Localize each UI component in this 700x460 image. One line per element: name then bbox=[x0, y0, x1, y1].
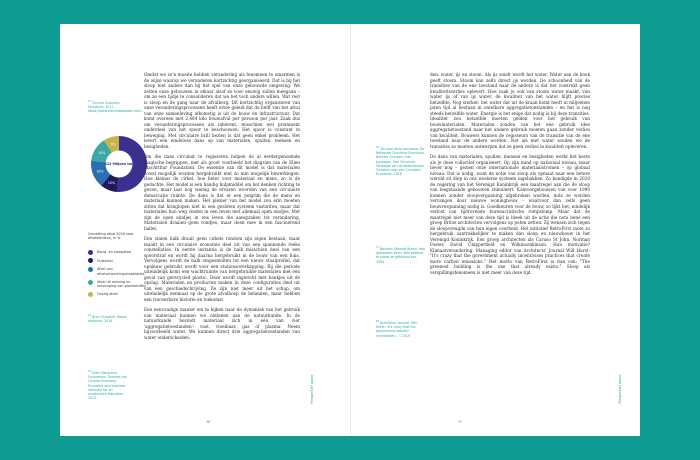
body-paragraph: Een stalen balk draait geen cirkels rondom zijn eigen bestaan, maar maakt in een circulaire economie deel uit van een spannende reeks constellaties. In eerste instantie is de balk misschien deel van een spoorstraf en wordt hij daarna hergebruikt in de bouw van een huis. Vervolgens wordt de balk omgesmolten tot een nieuw staalprofiel, dat opnieuw gebruikt wordt voor een stationsoverkapping. Bij die periode uiteindelijk komt een wachtruimte van hergebruikte materialen met een geval van gerecycled plastic. Deze wordt ingericht met bankjes uit de opslag. Materialen en producten maken in deze configuraties deel uit van een geschiedschrijving. Ze zijn niet meer uit het schap, om uiteindelijk eenmaal op de grote afvalhoop de belanden, maar hebben een traceerbare historie en toekomst. bbox=[144, 236, 300, 302]
legend-swatch bbox=[88, 292, 93, 297]
side-note-15: $^{15}$ Ellen MacArthur Foundation, Towards the Circular Economy. Economic and business rationale for an accelerated transition, 2013 bbox=[88, 370, 127, 401]
book-spread bbox=[60, 24, 640, 436]
legend-label: Afval uit winning en ontvanging van grondstoffen bbox=[97, 279, 147, 289]
legend-label: Overig afval bbox=[97, 292, 118, 297]
legend-label: Bouw- en sloopafval bbox=[97, 250, 132, 254]
donut-chart bbox=[89, 134, 149, 194]
left-body-text bbox=[144, 72, 300, 340]
legend-swatch bbox=[88, 267, 93, 272]
legend-label: Huisafval bbox=[97, 258, 113, 263]
gutter-divider bbox=[350, 24, 351, 436]
side-note-18: $^{18}$ Architects' Journal, Will Hurst: 'It's crazy that the government actually incentivises ...', 2019 bbox=[376, 320, 417, 338]
legend-item bbox=[88, 280, 150, 288]
left-running-head: Perspectief spoor bbox=[310, 374, 314, 404]
legend-item bbox=[88, 267, 150, 275]
chart-caption: Omzetting afval 2016 naar afvaldiensten, in % bbox=[88, 232, 134, 241]
donut-value-label: 9% bbox=[110, 142, 116, 147]
body-paragraph: Omdat we zo'n moeite hebben verandering als fenomeen te omarmen is de wijze waarop we veranderen kortzichtig georganiseerd. Dat is bij het sloop niet anders dan bij het spel van onze gebouwde omgeving. We zetten onze gebouwen in elkaar alsof ze voor eeuwig zullen meegaan – om ze een tijdje te consolideren dat we het toch anders willen. Wat rest is sloop en de gang naar de afvalberg. Dit kortzichtig organiseren van onze veranderingsprocessen heeft ertoe geleid dat de helft van het afval van onze samenleving afkomstig is uit de bouw en infrastructuur. Dat komt overeen met 2.484 kilo bouwafval per persoon per jaar. Zaak dus om veranderingsprocessen als inherent, misschien wel prominent onderdeel van het spoor te beschouwen. Het spoor is constant in beweging. Met circulaire brill bezien is dat geen enkel probleem. Het levert een eindeloze dans op van materialen, spullen, mensen en bezigheden. bbox=[144, 72, 300, 149]
body-paragraph: Een eenvoudige manier om te kijken naar de dynamiek van het gebruik van materiaal kunnen we ontlenen aan de natuurkunde. In de natuurkunde bevindt materiaal zich in één van vier 'aggregatietoestanden': vast, vloeibaar, gas of plasma. Neem bijvoorbeeld water. We kunnen direct drie aggregatietoestanden van water onderscheiden: bbox=[144, 307, 300, 340]
body-paragraph: De dans van materialen, spullen, mensen en bezigheden werkt het beste als je deze collectief organiseert. Op zijn mind op nationaal niveau, maar liever nog – gezien onze internationale materiaalstromen – op globaal niveau. Dat is nodig, want de notie van sloop als opmaat naar een betere wereld zit diep in ons westerse systeem ingebakken. Zo kondigde in 2020 de regering van het Verenigd Koninkrijk een maatregel aan die de sloop van leegstaande gebouwen stimuleert. Kantoorgebouwen van voor 1990 kunnen zonder sloopvergunning afgebroken worden, mits ze worden vervangen door nieuwe woningbouw – waarvoor dan zelfs geen bouwvergunning nodig is. Goedkeuren voor de bouw, zo lijkt het; eindelijk verlost van tijdrovende bureaucratische rompslomp. Maar dat de maatregel niet meer van deze tijd is bleek uit de actie die nota bene een groep Britse architecten vervolgens op poten zetten. Zij wensen zich tegen de sloopvreugde van hun eigen overheid. Het initiatief RetroFirst moet zo hergebruik aantrekkelijker te maken dan sloop en nieuwbouw in het Verenigd Koninkrijk. Een groep architecten als Caruso St John, Norman Foster, David Chipperfield en Wilkinsonkinson. Hun motivatie? Klimaatverandering. Managing editor van Architects' Journal Will Hurst: "It's crazy that the government actually incentivises practices that create more carbon emissions." Het motto van RetroFirst is dan ook: "The greenest building is the one that already exists." Sloop als verspillingsfenomeen is niet meer van deze tijd. bbox=[430, 154, 590, 275]
donut-value-label: 10% bbox=[107, 181, 116, 186]
legend-swatch bbox=[88, 280, 93, 285]
legend-label: Afval van afvalverwerkingsinstallaties bbox=[97, 267, 145, 276]
body-paragraph: den: water, ijs en stoom. Als ijs smelt wordt het water. Water aan de kook geeft stoom. Stoom kan zelfs direct ijs worden. De schoonheid van de transities van de ene toestand naar de andere is dat het volstrekt geen kwaliteitsverlies oplevert. Hoe vaak je ook van stoom water maakt, van water ijs of van ijs water, de kwaliteit van het water blijft precies hetzelfde. Nog sterker: het water dat uit de kraan komt heeft in miljoenen jaren tijd al bestaan in ontelbare aggregatietoestanden – en het is nog steeds hetzelfde water. Energie is het enige dat nodig is bij deze transities. Idealiter zou hetzelfde moeten gelden voor het gebruik van bouwmaterialen. Materialen zouden van het ene gebruik idee aggregatietoestand naar het andere gebruik moeten gaan zonder verlies van kwaliteit. Bouwers kunnen de regisseurs van de transitie van de ene toestand naar de andere worden. Net als met water zouden we de transities zo moeten ontwerpen dat ze geen verlies in kwaliteit opleveren. bbox=[430, 72, 590, 149]
legend-item bbox=[88, 250, 150, 255]
right-page-number: 37 bbox=[458, 420, 463, 424]
legend-item bbox=[88, 259, 150, 264]
donut-value-label: 14% bbox=[98, 151, 106, 156]
side-note-17: $^{17}$ Bouwen Stewart Brand, Hoe gebouwen leren. Wat gebeurt er nadat ze gebouwd zijn, 1994 bbox=[376, 246, 426, 264]
chart-legend bbox=[88, 250, 150, 301]
donut-center-label: 412 Miljoen ton bbox=[104, 162, 134, 166]
legend-swatch bbox=[88, 258, 93, 263]
legend-swatch bbox=[88, 250, 93, 255]
right-running-head: Perspectief spoor bbox=[618, 374, 622, 404]
left-page-number: 36 bbox=[206, 420, 211, 424]
right-body-text bbox=[430, 72, 590, 275]
legend-item bbox=[88, 292, 150, 297]
donut-value-label: 16% bbox=[96, 169, 104, 174]
side-note-16: $^{16}$ Zie voor deze aanname: De Nationale Circulaire Economie, Notities Circulair; met bijdragen. Een Circulaire Strategie van de Nederlandse Transitie naar een Circulaire Economie, 2018 bbox=[376, 146, 425, 177]
side-note-13: $^{13}$ Circular Economy Factsheet, 2017, https://www.wervelpadboek.com/... bbox=[88, 100, 145, 114]
body-paragraph: Om die dans circulair te regisseren helpen de al eerdergenoemde magische begrippen, met als groot voorbeeld het diagram van de Ellen MacArthur Foundation. De essentie van dit model is dat materialen zowel mogelijk worden hergebruikt met zo min mogelijk bewerkingen. Hoe kleiner de cirkel, hoe beter voor materiaal en mens, zo is de gedachte. Het model is een handig hulpmiddel om het denken richting te geven, maar laat nog weinig de ervaren woorden van een circulaire demarcatie ruimte. De dans is dat er een pelgrim die de mens en materiaal kunnen maken. Het plezier van het model zou erin moeten zitten dat kringlopen niet in een gesloten systeem vastzitten, maar dat materialen hun weg vinden in een leven met allemaal open eindjes. Met zijn de open eindjes in ons leven die aanspraken tot verandering. Materialen draaien geen rondjes, maar doen mee in een fascinerend ballet. bbox=[144, 154, 300, 231]
side-note-14: $^{14}$ Bron: Eurostat, Waste statistics, 2018 bbox=[88, 314, 127, 324]
